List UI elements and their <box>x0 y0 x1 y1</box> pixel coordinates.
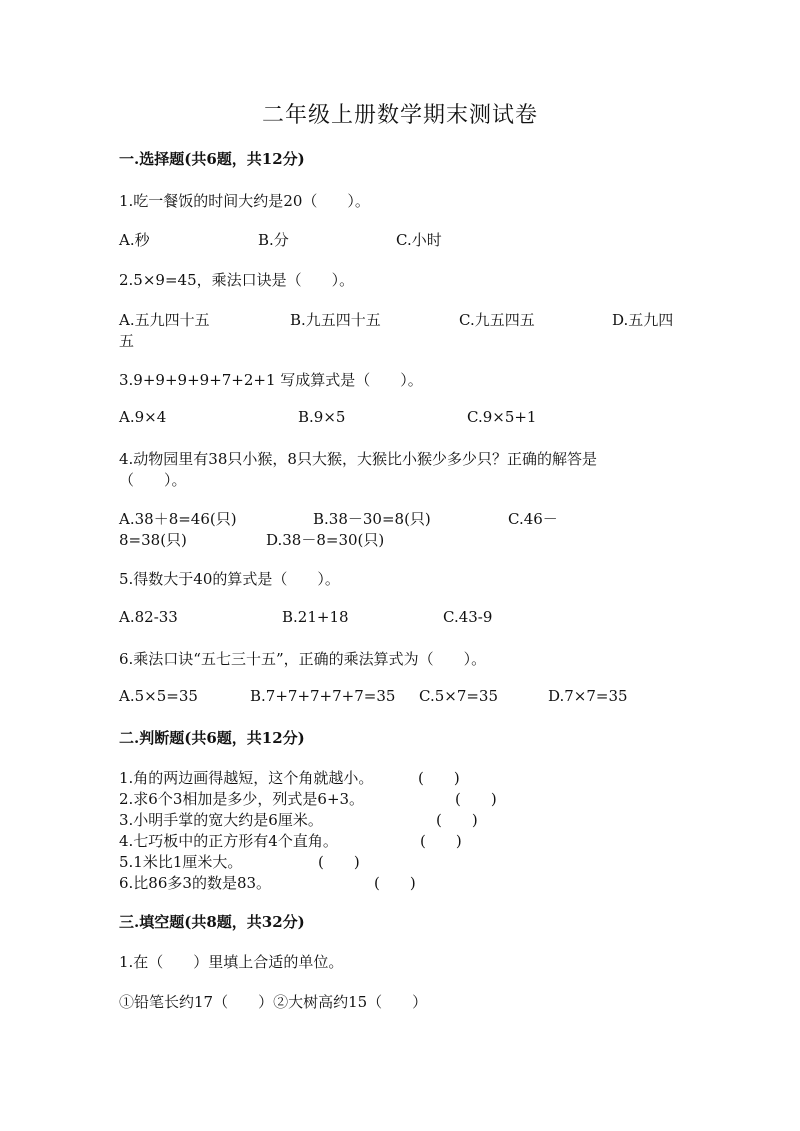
exam-title: 二年级上册数学期末测试卷 <box>261 103 538 128</box>
question-4-text: 4.动物园里有38只小猴，8只大猴，大猴比小猴少多少只？正确的解答是 <box>119 450 597 468</box>
fill-question-1-text: 1.在（ ）里填上合适的单位。 <box>119 953 344 971</box>
question-2-option-b: B.九五四十五 <box>290 311 381 329</box>
question-4-option-d: D.38－8=30(只) <box>266 531 385 549</box>
question-3-option-b: B.9×5 <box>298 408 346 426</box>
judgement-item-1: 1.角的两边画得越短，这个角就越小。 <box>119 769 374 787</box>
question-3-text: 3.9+9+9+9+7+2+1 写成算式是（ ）。 <box>119 371 423 389</box>
question-2-option-d-wrap: 五 <box>119 332 135 350</box>
judgement-item-5: 5.1米比1厘米大。 <box>119 853 243 871</box>
question-5-option-a: A.82-33 <box>119 608 178 626</box>
question-4-option-b: B.38－30=8(只) <box>313 510 431 528</box>
judgement-answer-blank-5: ( ) <box>318 853 360 871</box>
question-6-option-b: B.7+7+7+7+7=35 <box>250 687 396 705</box>
section-heading-choice: 一.选择题(共6题，共12分) <box>119 150 305 168</box>
question-1-option-c: C.小时 <box>396 231 442 249</box>
question-4-option-c-wrap: 8=38(只) <box>119 531 187 549</box>
section-heading-fill-in: 三.填空题(共8题，共32分) <box>119 913 305 931</box>
judgement-item-4: 4.七巧板中的正方形有4个直角。 <box>119 832 338 850</box>
question-4-text-wrap: （ ）。 <box>119 471 187 489</box>
question-5-option-c: C.43-9 <box>443 608 493 626</box>
question-5-option-b: B.21+18 <box>282 608 349 626</box>
judgement-item-2: 2.求6个3相加是多少，列式是6+3。 <box>119 790 365 808</box>
fill-question-1-subitems: ①铅笔长约17（ ）②大树高约15（ ） <box>119 993 428 1011</box>
question-3-option-a: A.9×4 <box>119 408 167 426</box>
judgement-answer-blank-6: ( ) <box>374 874 416 892</box>
judgement-answer-blank-3: ( ) <box>436 811 478 829</box>
question-3-option-c: C.9×5+1 <box>467 408 537 426</box>
question-2-option-a: A.五九四十五 <box>119 311 210 329</box>
judgement-answer-blank-4: ( ) <box>420 832 462 850</box>
judgement-answer-blank-2: ( ) <box>455 790 497 808</box>
question-6-option-a: A.5×5=35 <box>119 687 198 705</box>
section-heading-judgement: 二.判断题(共6题，共12分) <box>119 729 305 747</box>
question-2-text: 2.5×9=45，乘法口诀是（ ）。 <box>119 271 355 289</box>
question-6-option-d: D.7×7=35 <box>548 687 628 705</box>
question-4-option-c: C.46－ <box>508 510 558 528</box>
judgement-item-3: 3.小明手掌的宽大约是6厘米。 <box>119 811 323 829</box>
question-5-text: 5.得数大于40的算式是（ ）。 <box>119 570 340 588</box>
question-6-text: 6.乘法口诀“五七三十五”，正确的乘法算式为（ ）。 <box>119 650 487 668</box>
question-1-text: 1.吃一餐饭的时间大约是20（ ）。 <box>119 192 370 210</box>
question-6-option-c: C.5×7=35 <box>419 687 499 705</box>
judgement-item-6: 6.比86多3的数是83。 <box>119 874 272 892</box>
question-1-option-b: B.分 <box>258 231 289 249</box>
judgement-answer-blank-1: ( ) <box>418 769 460 787</box>
question-4-option-a: A.38＋8=46(只) <box>119 510 237 528</box>
question-2-option-d: D.五九四 <box>612 311 674 329</box>
question-2-option-c: C.九五四五 <box>459 311 535 329</box>
question-1-option-a: A.秒 <box>119 231 150 249</box>
